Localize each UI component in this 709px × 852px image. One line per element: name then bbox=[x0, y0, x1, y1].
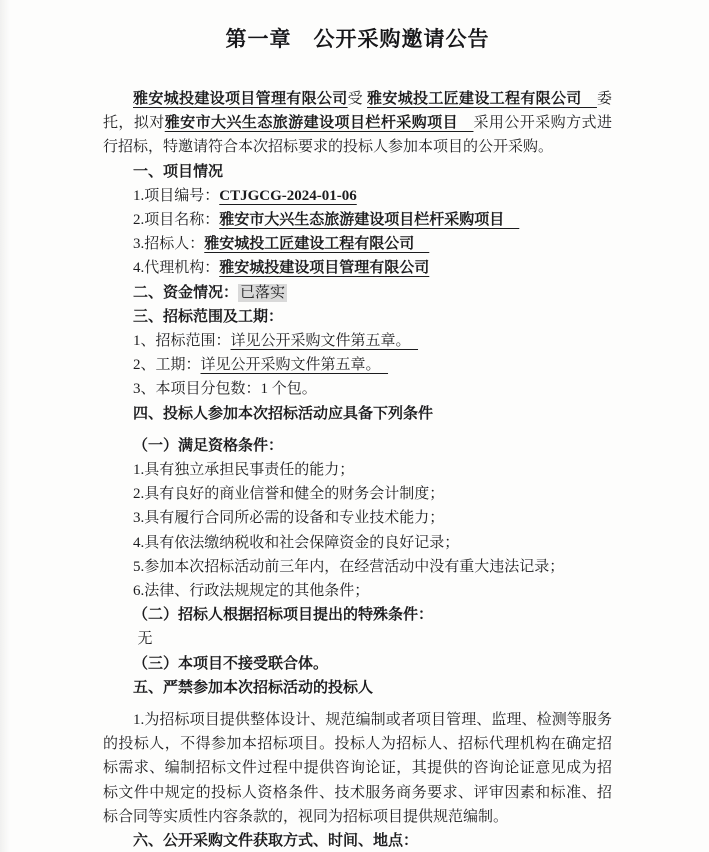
section-4-heading: 四、投标人参加本次招标活动应具备下列条件 bbox=[133, 405, 434, 422]
funding-status-highlight: 已落实 bbox=[240, 284, 286, 301]
scope-label: 1、招标范围： bbox=[133, 333, 231, 350]
section-2-heading: 二、资金情况： bbox=[133, 284, 239, 301]
tenderee-row bbox=[103, 232, 612, 256]
project-name-value: 雅安市大兴生态旅游建设项目栏杆采购项目 bbox=[219, 212, 520, 229]
agency-label: 4.代理机构： bbox=[133, 260, 220, 277]
project-number-value: CTJGCG-2024-01-06 bbox=[219, 187, 357, 204]
qualification-item-4: 4.具有依法缴纳税收和社会保障资金的良好记录； bbox=[133, 534, 460, 551]
tenderee-value: 雅安城投工匠建设工程有限公司 bbox=[204, 236, 430, 253]
section-1-heading: 一、项目情况 bbox=[133, 163, 224, 180]
section-6-heading: 六、公开采购文件获取方式、时间、地点： bbox=[133, 833, 419, 850]
qualification-item-5: 5.参加本次招标活动前三年内，在经营活动中没有重大违法记录； bbox=[133, 558, 565, 575]
no-consortium-heading: （三）本项目不接受联合体。 bbox=[133, 655, 329, 672]
project-name: 雅安市大兴生态旅游建设项目栏杆采购项目 bbox=[164, 115, 474, 132]
project-number-row bbox=[103, 184, 612, 208]
scope-row bbox=[103, 329, 612, 353]
intro-entrust-text: 委托，拟对 bbox=[103, 91, 612, 132]
prohibited-bidders-paragraph: 1.为招标项目提供整体设计、规范编制或者项目管理、监理、检测等服务的投标人，不得参加本招标项目。投标人为招标人、招标代理机构在确定招标需求、编制招标文件过程中提供咨询论证，其提供的咨询论证意见成为招标文件中规定的投标人资格条件、技术服务商务要求、评审因素和标准、招标合同等实质性内容条款的，视同为招标项目提供规范编制。 bbox=[103, 712, 612, 825]
client-name: 雅安城投工匠建设工程有限公司 bbox=[367, 91, 597, 107]
packages-value: 1 个包。 bbox=[260, 381, 317, 398]
packages-label: 3、本项目分包数： bbox=[133, 381, 261, 398]
agency-row bbox=[103, 256, 612, 280]
page-title: 第一章 公开采购邀请公告 bbox=[225, 27, 490, 51]
qualification-item-6: 6.法律、行政法规规定的其他条件； bbox=[133, 583, 370, 600]
intro-received-text: 受 bbox=[347, 91, 368, 107]
tenderee-label: 3.招标人： bbox=[133, 236, 205, 253]
qualification-item-2: 2.具有良好的商业信誉和健全的财务会计制度； bbox=[133, 486, 445, 503]
special-conditions-heading: （二）招标人根据招标项目提出的特殊条件： bbox=[133, 607, 434, 624]
project-name-label: 2.项目名称： bbox=[133, 212, 220, 229]
section-5-heading: 五、严禁参加本次招标活动的投标人 bbox=[133, 679, 374, 696]
project-name-row bbox=[103, 208, 612, 232]
duration-row bbox=[103, 353, 612, 377]
qualification-heading: （一）满足资格条件： bbox=[133, 437, 284, 454]
special-conditions-value: 无 bbox=[137, 631, 153, 648]
qualification-item-1: 1.具有独立承担民事责任的能力； bbox=[133, 462, 355, 479]
duration-label: 2、工期： bbox=[133, 357, 201, 374]
agency-name: 雅安城投建设项目管理有限公司 bbox=[133, 91, 348, 107]
section-2-row bbox=[103, 281, 612, 305]
packages-row bbox=[103, 377, 612, 401]
intro-paragraph bbox=[103, 87, 612, 160]
qualification-item-3: 3.具有履行合同所必需的设备和专业技术能力； bbox=[133, 510, 445, 527]
scope-value: 详见公开采购文件第五章。 bbox=[230, 333, 419, 350]
section-3-heading: 三、招标范围及工期： bbox=[133, 308, 284, 325]
duration-value: 详见公开采购文件第五章。 bbox=[200, 357, 389, 374]
intro-tail-text: 采用公开采购方式进行招标，特邀请符合本次招标要求的投标人参加本项目的公开采购。 bbox=[103, 115, 612, 156]
project-number-label: 1.项目编号： bbox=[133, 187, 220, 204]
agency-value: 雅安城投建设项目管理有限公司 bbox=[219, 260, 430, 277]
